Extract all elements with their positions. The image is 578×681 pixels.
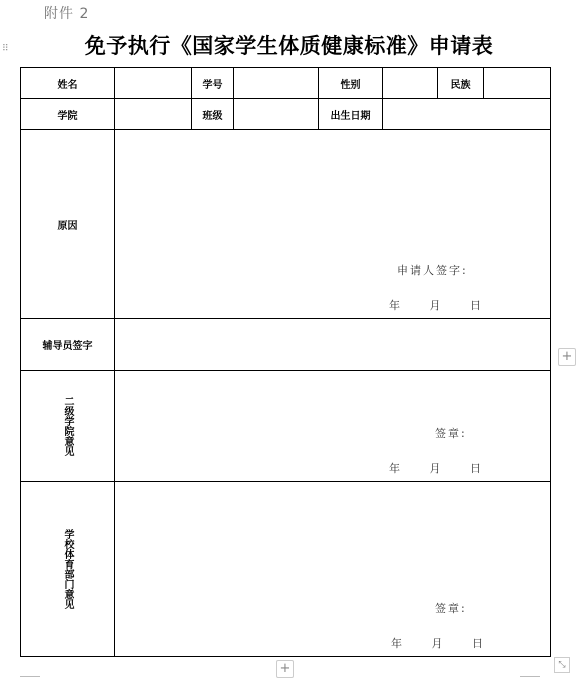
page-title: 免予执行《国家学生体质健康标准》申请表 <box>84 33 494 58</box>
name-field[interactable] <box>115 68 192 99</box>
stamp-label: 签章: <box>435 602 467 615</box>
date-line <box>391 635 485 651</box>
college-opinion-label: 二级学院意见 <box>21 371 115 482</box>
college-field[interactable] <box>115 99 192 130</box>
year-label: 年 <box>389 462 402 475</box>
day-label: 日 <box>470 462 483 475</box>
divider <box>20 676 40 677</box>
pe-dept-opinion-field[interactable] <box>115 482 551 657</box>
college-opinion-field[interactable] <box>115 371 551 482</box>
gender-label: 性别 <box>319 68 383 99</box>
attachment-label: 附件 2 <box>44 6 90 22</box>
reason-field[interactable] <box>115 130 551 319</box>
reason-label: 原因 <box>21 130 115 319</box>
gender-field[interactable] <box>383 68 438 99</box>
name-label: 姓名 <box>21 68 115 99</box>
pe-dept-opinion-label: 学校体育部门意见 <box>21 482 115 657</box>
year-label: 年 <box>389 299 402 312</box>
day-label: 日 <box>472 637 485 650</box>
month-label: 月 <box>429 462 443 475</box>
add-column-plus-icon[interactable]: + <box>558 348 576 366</box>
applicant-sign-label: 申请人签字: <box>397 264 468 277</box>
move-handle-icon[interactable]: ⠿ <box>2 44 9 54</box>
class-field[interactable] <box>234 99 319 130</box>
month-label: 月 <box>429 299 443 312</box>
counselor-sign-field[interactable] <box>115 319 551 371</box>
month-label: 月 <box>431 637 445 650</box>
class-label: 班级 <box>192 99 234 130</box>
resize-icon[interactable]: ⤡ <box>554 657 570 673</box>
date-line <box>389 297 483 313</box>
ethnicity-label: 民族 <box>438 68 484 99</box>
add-row-plus-icon[interactable]: + <box>276 660 294 678</box>
birthdate-field[interactable] <box>383 99 551 130</box>
ethnicity-field[interactable] <box>484 68 551 99</box>
student-id-label: 学号 <box>192 68 234 99</box>
stamp-label: 签章: <box>435 427 467 440</box>
application-form-table <box>20 67 551 657</box>
date-line <box>389 460 483 476</box>
year-label: 年 <box>391 637 404 650</box>
day-label: 日 <box>470 299 483 312</box>
student-id-field[interactable] <box>234 68 319 99</box>
college-label: 学院 <box>21 99 115 130</box>
counselor-sign-label: 辅导员签字 <box>21 319 115 371</box>
birthdate-label: 出生日期 <box>319 99 383 130</box>
divider <box>520 676 540 677</box>
